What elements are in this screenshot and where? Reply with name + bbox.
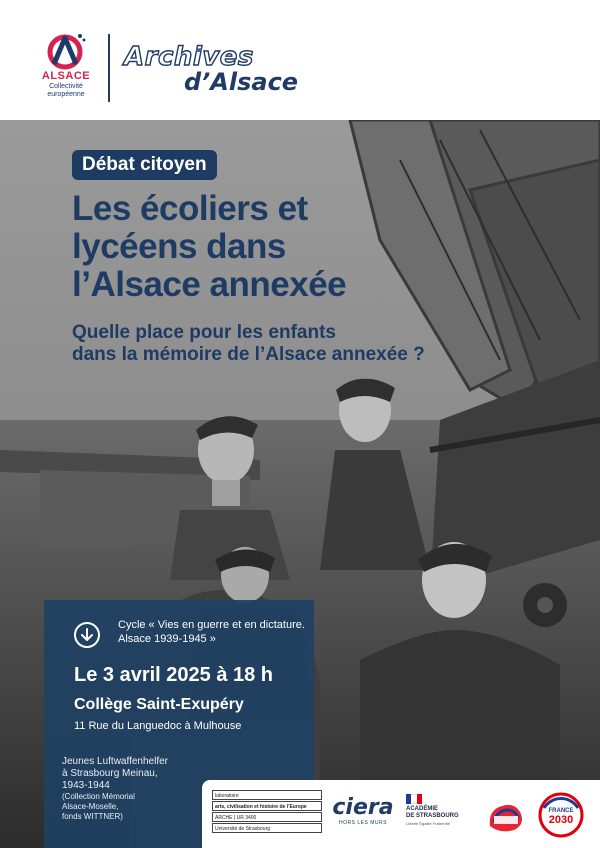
archives-alsace-logo [120,42,310,102]
lieux-de-memoire-icon [484,796,528,836]
photo-caption [62,756,202,822]
partner-logos [202,780,600,848]
event-title [72,190,412,304]
alsace-logo-subtitle-line: européenne [47,91,85,98]
academie-motto: Liberté Égalité Fraternité [406,821,450,826]
academie-logo-line: ACADÉMIE [406,806,439,812]
ciera-logo [330,796,396,836]
lieux-de-memoire-logo [484,796,528,836]
event-title-line: l’Alsace annexée [72,265,347,304]
arche-logo-line: Université de Strasbourg [212,823,322,833]
photo-caption-line: 1943-1944 [62,780,110,791]
france-2030-logo [538,792,584,838]
alsace-logo [34,30,98,104]
academie-strasbourg-logo [406,794,470,838]
photo-caption-line: à Strasbourg Meinau, [62,768,158,779]
photo-credit-line: Alsace-Moselle, [62,802,119,811]
arche-university-logo [212,790,324,836]
event-title-line: lycéens dans [72,227,286,266]
event-subtitle-line: Quelle place pour les enfants [72,322,336,343]
france-2030-line2: 2030 [548,814,574,826]
event-subtitle [72,322,425,366]
arrow-down-icon [74,622,100,648]
archives-logo-line1: Archives [124,42,254,72]
alsace-logo-subtitle [34,83,98,99]
arche-logo-line: arts, civilisation et histoire de l’Europe [212,801,322,811]
header [0,0,600,120]
academie-logo-text [406,806,470,820]
alsace-logo-subtitle-line: Collectivité [49,83,83,90]
arche-logo-line: laboratoire [212,790,322,800]
archives-logo-line2: d’Alsace [184,68,299,96]
event-subtitle-line: dans la mémoire de l’Alsace annexée ? [72,344,425,365]
alsace-logo-name: ALSACE [41,70,91,82]
ciera-logo-tagline: HORS LES MURS [339,820,387,826]
event-type-tag: Débat citoyen [72,150,217,180]
event-address: 11 Rue du Languedoc à Mulhouse [74,720,242,732]
photo-credit-line: fonds WITTNER) [62,812,123,821]
arche-logo-line: ARCHE | UR 3400 [212,812,322,822]
photo-credit-line: (Collection Mémorial [62,792,135,801]
event-date: Le 3 avril 2025 à 18 h [74,664,274,686]
academie-logo-line: DE STRASBOURG [406,813,459,819]
event-cycle [118,618,308,646]
france-2030-line1: FRANCE [548,808,574,814]
event-cycle-line: Alsace 1939-1945 » [118,633,216,645]
event-cycle-line: Cycle « Vies en guerre et en dictature. [118,619,305,631]
french-flag-icon [406,794,422,804]
alsace-mark-icon [42,30,88,70]
header-divider [108,34,110,102]
ciera-logo-name: ciera [332,795,394,820]
photo-caption-line: Jeunes Luftwaffenhelfer [62,756,169,767]
event-venue: Collège Saint-Exupéry [74,696,244,713]
event-title-line: Les écoliers et [72,189,308,228]
